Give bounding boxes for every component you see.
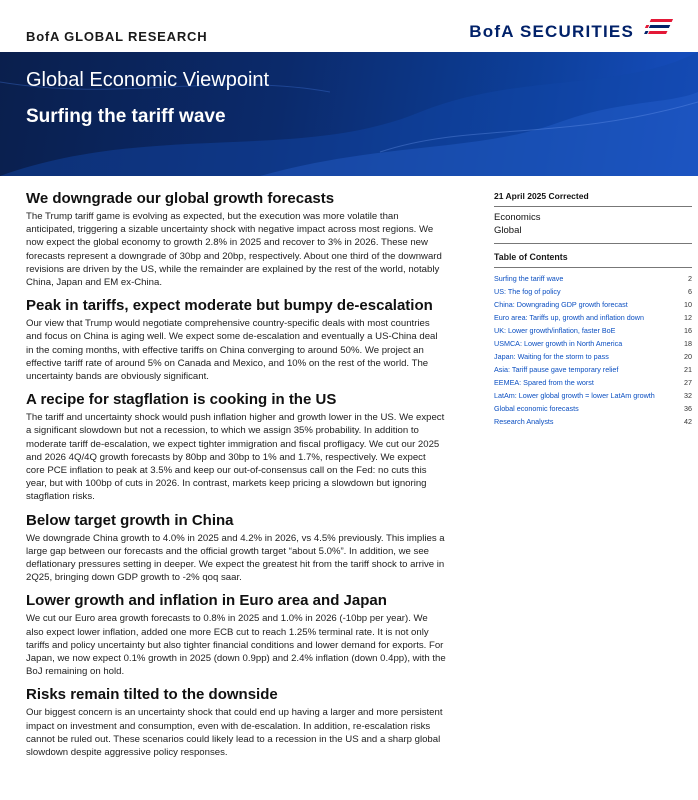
toc-label[interactable]: US: The fog of policy — [494, 287, 561, 296]
bofa-flag-logo-icon — [640, 17, 678, 39]
toc-link[interactable] — [494, 272, 692, 285]
toc-page: 10 — [684, 300, 692, 309]
toc-label[interactable]: Asia: Tariff pause gave temporary relief — [494, 365, 619, 374]
section-china — [26, 512, 446, 585]
section-body: We cut our Euro area growth forecasts to 0.8% in 2025 and 1.0% in 2026 (-10bp per year). We also expect lower inflation, added one more ECB cut to reach 1.25% terminal rate. It is not only tariffs and policy uncertainty but also tighter financial conditions and lower demand for exports. For Japan, we now expect 0.1% growth in 2025 (down 0.9pp) and 2.4% inflation (down 0.4pp), with the BoJ remaining on hold. — [26, 613, 446, 678]
main-content — [26, 190, 446, 767]
securities-brand: BofA SECURITIES — [469, 22, 634, 41]
toc-label[interactable]: Euro area: Tariffs up, growth and inflation down — [494, 313, 644, 322]
report-banner — [0, 52, 698, 176]
toc-page: 36 — [684, 404, 692, 413]
toc-page: 18 — [684, 339, 692, 348]
toc-label[interactable]: Surfing the tariff wave — [494, 274, 564, 283]
toc-page: 6 — [688, 287, 692, 296]
toc-link[interactable] — [494, 311, 692, 324]
section-global-growth — [26, 190, 446, 289]
toc-page: 2 — [688, 274, 692, 283]
toc-link[interactable] — [494, 376, 692, 389]
section-us-stagflation — [26, 391, 446, 503]
toc-link[interactable] — [494, 324, 692, 337]
toc-label[interactable]: Global economic forecasts — [494, 404, 579, 413]
section-heading: Peak in tariffs, expect moderate but bumpy de-escalation — [26, 297, 433, 315]
toc-title: Table of Contents — [494, 252, 692, 268]
section-heading: Below target growth in China — [26, 511, 234, 529]
toc-link[interactable] — [494, 363, 692, 376]
toc-link[interactable] — [494, 350, 692, 363]
section-heading: Risks remain tilted to the downside — [26, 686, 278, 704]
toc-page: 27 — [684, 378, 692, 387]
toc-page: 32 — [684, 391, 692, 400]
section-body: Our biggest concern is an uncertainty shock that could end up having a larger and more persistent impact on investment and consumption, even with de-escalation. In addition, re-escalation risks cannot be ruled out. These scenarios could likely lead to a recession in the US and a sharp global slowdown despite aggressive policy responses. — [26, 707, 443, 759]
toc-page: 42 — [684, 417, 692, 426]
toc-label[interactable]: LatAm: Lower global growth = lower LatAm growth — [494, 391, 655, 400]
toc-label[interactable]: UK: Lower growth/inflation, faster BoE — [494, 326, 616, 335]
table-of-contents — [494, 272, 692, 428]
category-label: Economics — [494, 212, 541, 223]
toc-link[interactable] — [494, 298, 692, 311]
section-risks — [26, 686, 446, 759]
top-bar — [0, 0, 698, 52]
toc-link[interactable] — [494, 402, 692, 415]
toc-label[interactable]: China: Downgrading GDP growth forecast — [494, 300, 628, 309]
report-date: 21 April 2025 Corrected — [494, 191, 692, 207]
toc-label[interactable]: Research Analysts — [494, 417, 554, 426]
section-peak-tariffs — [26, 297, 446, 383]
series-title: Global Economic Viewpoint — [26, 69, 270, 91]
toc-label[interactable]: USMCA: Lower growth in North America — [494, 339, 623, 348]
section-heading: We downgrade our global growth forecasts — [26, 190, 335, 207]
toc-page: 12 — [684, 313, 692, 322]
toc-link[interactable] — [494, 337, 692, 350]
section-euro-japan — [26, 592, 446, 678]
section-body: The Trump tariff game is evolving as expected, but the execution was more volatile than anticipated, triggering a sizable uncertainty shock with negative impact across most regions. We now expect the global economy to growth 2.8% in 2025 and recover to 3% in 2026. These new forecasts represent a downgrade of 30bp and 20bp, respectively. About one third of the downward revisions are driven by the US, while the remainder are explained by the rest of the world, notably China, Japan and EM ex-China. — [26, 211, 442, 289]
section-heading: A recipe for stagflation is cooking in the US — [26, 391, 337, 409]
toc-label[interactable]: EEMEA: Spared from the worst — [494, 378, 594, 387]
toc-link[interactable] — [494, 415, 692, 428]
report-categories — [494, 212, 692, 244]
section-body: We downgrade China growth to 4.0% in 2025 and 4.2% in 2026, vs 4.5% previously. This implies a large gap between our forecasts and the official growth target “about 5.0%”. In addition, we see deflationary pressures setting in deeper. We expect the greatest hit from the tariff shock to arrive in 2Q25, bringing down GDP growth to -2% qoq saar. — [26, 532, 445, 584]
toc-page: 16 — [684, 326, 692, 335]
toc-link[interactable] — [494, 285, 692, 298]
toc-page: 21 — [684, 365, 692, 374]
section-heading: Lower growth and inflation in Euro area and Japan — [26, 592, 387, 610]
sidebar — [494, 191, 692, 428]
section-body: The tariff and uncertainty shock would push inflation higher and growth lower in the US. We expect a significant slowdown but not a recession, to which we assign 35% probability. In addition to moderate tariff de-escalation, we expect tighter immigration and fiscal profligacy. We cut our 2025 and 2026 4Q/4Q growth forecasts by 80bp and 30bp to 1% and 1.7%, respectively. We expect core PCE inflation to peak at 3.5% and keep our out-of-consensus call on the Fed: no cuts this year, but with 100bp of cuts in 2026. In contrast, markets keep pricing a slowdown but ignoring stagflation risks. — [26, 412, 445, 503]
section-body: Our view that Trump would negotiate comprehensive country-specific deals with most countries and focus on China is aging well. We expect some de-escalation and eventually a US-China deal in the coming months, with effective tariffs on China converging to around 50%. We project an effective tariff rate of around 5% on Canada and Mexico, and 10% on the rest of the world. The uncertainty bands are obviously significant. — [26, 318, 438, 383]
research-brand: BofA GLOBAL RESEARCH — [26, 29, 208, 44]
toc-link[interactable] — [494, 389, 692, 402]
category-label: Global — [494, 224, 522, 236]
toc-label[interactable]: Japan: Waiting for the storm to pass — [494, 352, 609, 361]
report-title: Surfing the tariff wave — [26, 106, 226, 127]
toc-page: 20 — [684, 352, 692, 361]
